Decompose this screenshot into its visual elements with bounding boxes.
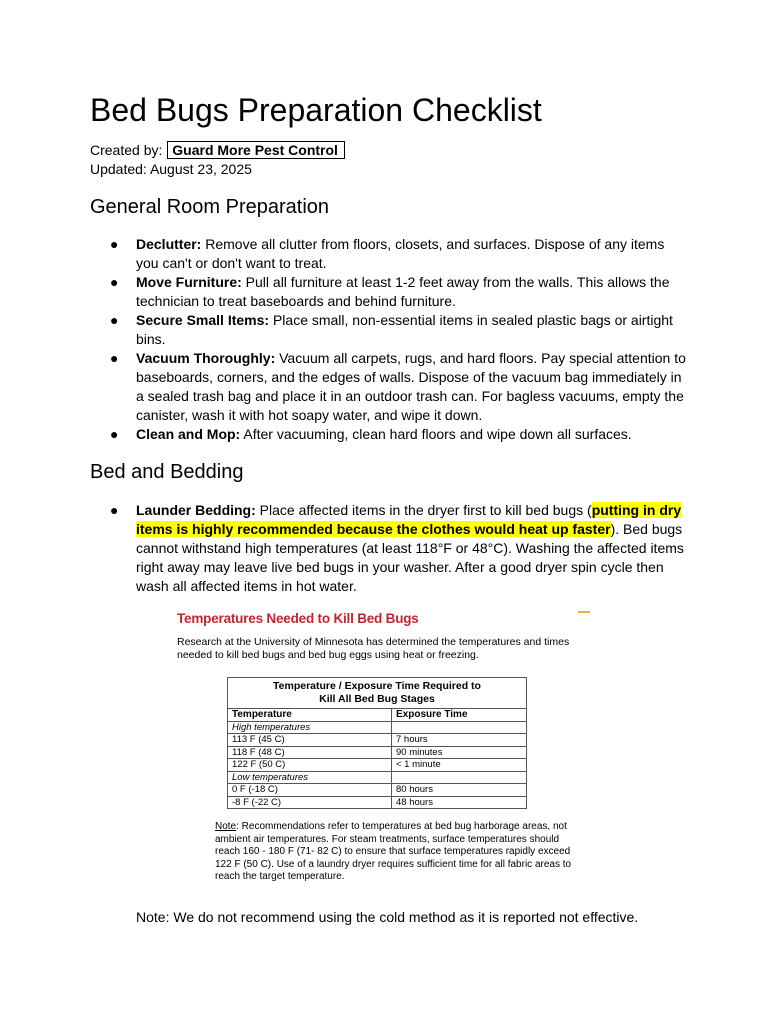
figure-note (215, 821, 575, 884)
table-cell: 90 minutes (392, 746, 527, 759)
temperature-figure (176, 606, 606, 896)
table-cell: 0 F (-18 C) (228, 784, 392, 797)
item-text: Place small, non-essential items in sealed plastic bags or airtight bins. (136, 312, 673, 347)
created-by-line (90, 141, 345, 159)
table-caption-line1: Temperature / Exposure Time Required to (273, 680, 481, 692)
figure-note-text: : Recommendations refer to temperatures at bed bug harborage areas, not ambient air temperatures. For steam treatments, surface temperatures should reach 160 - 180 F (71- 82 C) to ensure that surface temperatures rapidly exceed 122 F (50 C). Use of a laundry dryer requires sufficient time for all fabric areas to reach the target temperature. (215, 821, 572, 882)
item-label: Vacuum Thoroughly: (136, 350, 276, 366)
list-item (110, 235, 690, 273)
item-text: After vacuuming, clean hard floors and wipe down all surfaces. (243, 426, 632, 442)
item-label: Declutter: (136, 236, 202, 252)
highlighted-text: putting in dry items is highly recommended because the clothes would heat up faster (136, 502, 682, 537)
table-row (228, 771, 527, 784)
bullet-icon: ● (110, 350, 119, 366)
item-label: Move Furniture: (136, 274, 242, 290)
item-text-after: ). Bed bugs cannot withstand high temperatures (at least 118°F or 48°C). Washing the affected items right away may leave live bed bugs in your washer. After a good dryer spin cycle then wash all affected items in hot water. (136, 521, 684, 594)
table-cell: 48 hours (392, 796, 527, 809)
section-heading-bed: Bed and Bedding (90, 461, 244, 483)
bullet-icon: ● (110, 426, 119, 442)
footer-note: Note: We do not recommend using the cold method as it is reported not effective. (136, 909, 639, 925)
bullet-icon: ● (110, 312, 119, 328)
table-row (228, 759, 527, 772)
table-cell: 122 F (50 C) (228, 759, 392, 772)
section-heading-general: General Room Preparation (90, 196, 330, 218)
table-cell (392, 771, 527, 784)
figure-intro: Research at the University of Minnesota has determined the temperatures and times needed to kill bed bugs and bed bug eggs using heat or freezing. (177, 636, 570, 661)
figure-note-label: Note (215, 821, 237, 832)
bullet-icon: ● (110, 274, 119, 290)
bed-checklist (110, 501, 690, 596)
item-label: Secure Small Items: (136, 312, 270, 328)
list-item (110, 273, 690, 311)
bullet-icon: ● (110, 236, 119, 252)
column-header-exposure: Exposure Time (392, 709, 527, 722)
table-row (228, 734, 527, 747)
created-by-label: Created by: (90, 142, 163, 158)
table-cell (392, 721, 527, 734)
updated-date: Updated: August 23, 2025 (90, 161, 252, 177)
table-caption-line2: Kill All Bed Bug Stages (319, 693, 435, 705)
bullet-icon: ● (110, 502, 119, 518)
company-name-box: Guard More Pest Control (167, 141, 345, 159)
table-caption (228, 678, 527, 709)
list-item (110, 425, 690, 444)
table-cell: 113 F (45 C) (228, 734, 392, 747)
temperature-table (227, 677, 527, 809)
decorative-mark (578, 611, 590, 613)
table-row (228, 796, 527, 809)
table-cell: 80 hours (392, 784, 527, 797)
category-high: High temperatures (228, 721, 392, 734)
table-cell: -8 F (-22 C) (228, 796, 392, 809)
item-text: Pull all furniture at least 1-2 feet away from the walls. This allows the technician to treat baseboards and behind furniture. (136, 274, 670, 309)
item-text: Remove all clutter from floors, closets, and surfaces. Dispose of any items you can't or don't want to treat. (136, 236, 665, 271)
figure-title: Temperatures Needed to Kill Bed Bugs (177, 611, 419, 626)
general-checklist (110, 235, 690, 444)
list-item (110, 501, 690, 596)
table-cell: 7 hours (392, 734, 527, 747)
page-title: Bed Bugs Preparation Checklist (90, 92, 542, 128)
item-label: Launder Bedding: (136, 502, 256, 518)
category-low: Low temperatures (228, 771, 392, 784)
table-row (228, 721, 527, 734)
table-row (228, 746, 527, 759)
table-row (228, 784, 527, 797)
table-cell: 118 F (48 C) (228, 746, 392, 759)
item-text: Vacuum all carpets, rugs, and hard floors. Pay special attention to baseboards, corners, and the edges of walls. Dispose of the vacuum bag immediately in a sealed trash bag and place it in an outdoor trash can. For bagless vacuums, empty the canister, wash it with hot soapy water, and wipe it down. (136, 350, 686, 423)
item-label: Clean and Mop: (136, 426, 241, 442)
column-header-temperature: Temperature (228, 709, 392, 722)
list-item (110, 311, 690, 349)
item-text-before: Place affected items in the dryer first to kill bed bugs ( (259, 502, 592, 518)
list-item (110, 349, 690, 425)
table-cell: < 1 minute (392, 759, 527, 772)
